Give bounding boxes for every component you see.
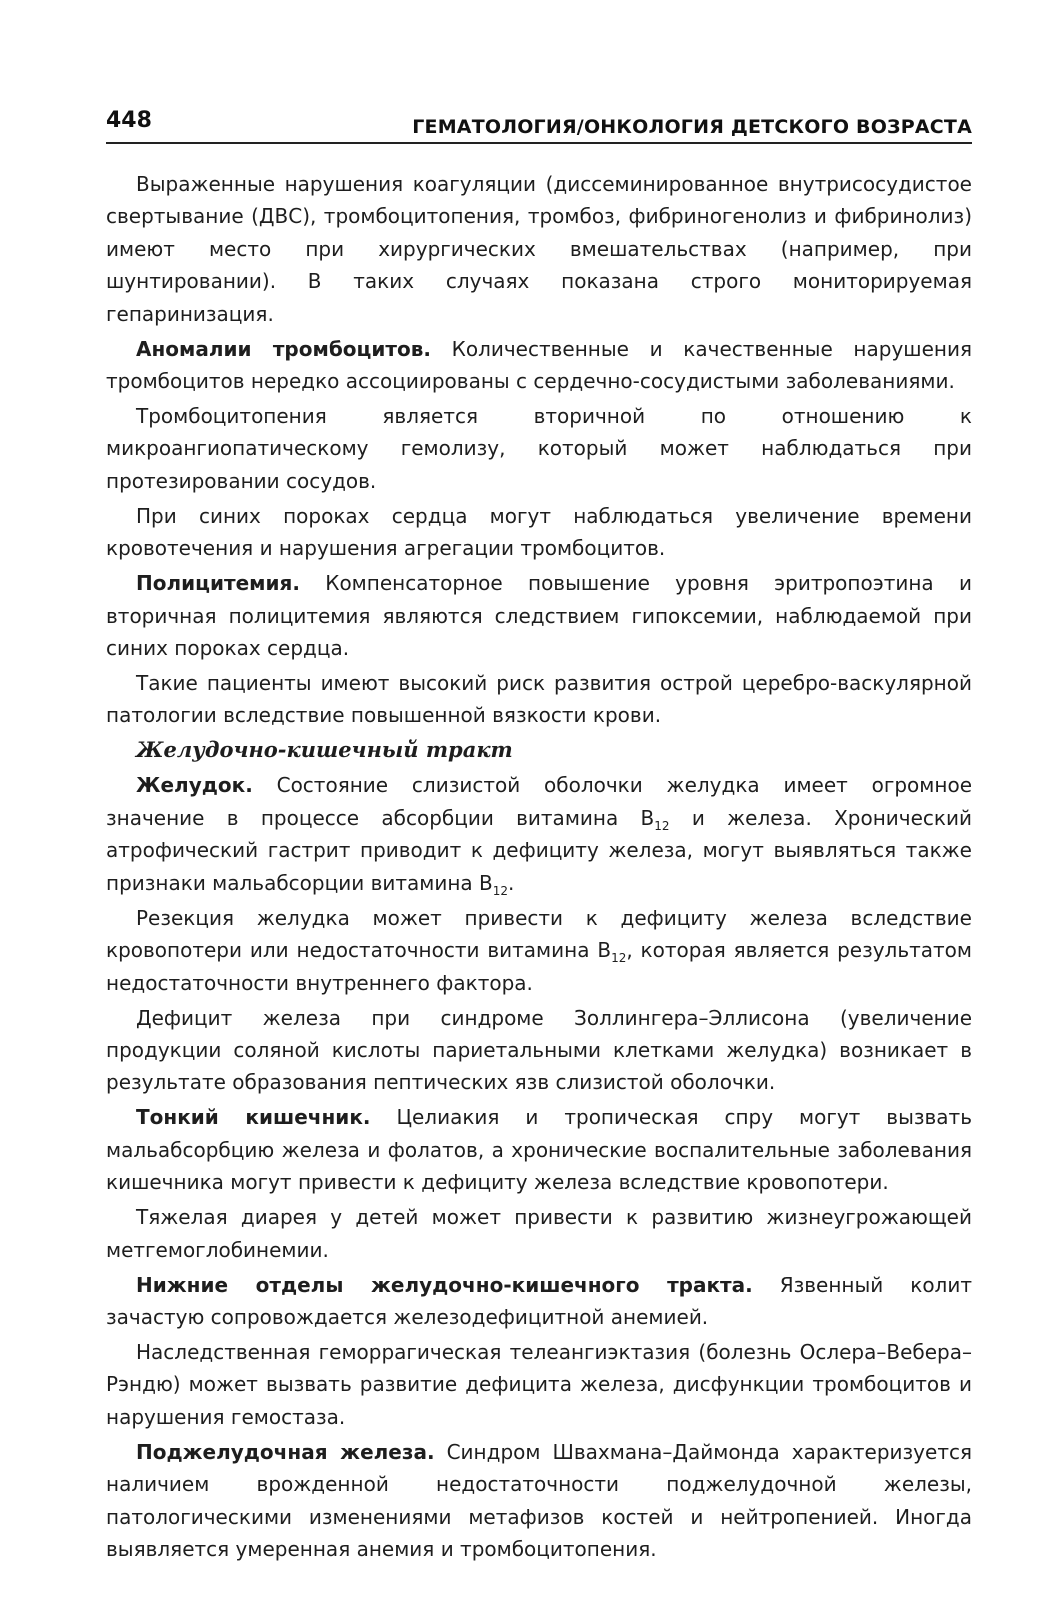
paragraph: Желудок. Состояние слизистой оболочки желудка имеет огромное значение в процессе абсорбции витамина $B_{12}$ и железа. Хронический атрофический гастрит приводит к дефициту железа, могут выявляться также признаки мальабсорции витамина $B_{12}$. (106, 773, 972, 898)
running-title: ГЕМАТОЛОГИЯ/ОНКОЛОГИЯ ДЕТСКОГО ВОЗРАСТА (412, 116, 972, 138)
paragraph-heading: Тонкий кишечник. (136, 1105, 371, 1130)
paragraph: Такие пациенты имеют высокий риск развития острой церебро-васкулярной патологии вследствие повышенной вязкости крови. (106, 671, 972, 728)
paragraph: Нижние отделы желудочно-кишечного тракта. Язвенный колит зачастую сопровождается железодефицитной анемией. (106, 1272, 972, 1329)
paragraph-heading: Желудок. (136, 773, 253, 798)
page-body (106, 168, 972, 1568)
paragraph: Тяжелая диарея у детей может привести к развитию жизнеугрожающей метгемоглобинемии. (106, 1205, 972, 1262)
paragraph: При синих пороках сердца могут наблюдаться увеличение времени кровотечения и нарушения агрегации тромбоцитов. (106, 503, 972, 561)
paragraph: Полицитемия. Компенсаторное повышение уровня эритропоэтина и вторичная полицитемия являются следствием гипоксемии, наблюдаемой при синих пороках сердца. (106, 571, 972, 661)
paragraph: Тонкий кишечник. Целиакия и тропическая спру могут вызвать мальабсорбцию железа и фолатов, а хронические воспалительные заболевания кишечника могут привести к дефициту железа вследствие кровопотери. (106, 1105, 972, 1195)
paragraph: Выраженные нарушения коагуляции (диссеминированное внутрисосудистое свертывание (ДВС), тромбоцитопения, тромбоз, фибриногенолиз и фибринолиз) имеют место при хирургических вмешательствах (например, при шунтировании). В таких случаях показана строго мониторируемая гепаринизация. (106, 172, 972, 326)
paragraph: Поджелудочная железа. Синдром Швахмана–Даймонда характеризуется наличием врожденной недостаточности поджелудочной железы, патологическими изменениями метафизов костей и нейтропенией. Иногда выявляется умеренная анемия и тромбоцитопения. (106, 1439, 972, 1561)
paragraph: Дефицит железа при синдроме Золлингера–Эллисона (увеличение продукции соляной кислоты париетальными клетками желудка) возникает в результате образования пептических язв слизистой оболочки. (106, 1005, 972, 1095)
page-header (106, 108, 972, 150)
page-number: 448 (106, 108, 152, 133)
paragraph: Тромбоцитопения является вторичной по отношению к микроангиопатическому гемолизу, который может наблюдаться при протезировании сосудов. (106, 404, 972, 493)
header-rule (106, 142, 972, 144)
paragraph-heading: Нижние отделы желудочно-кишечного тракта. (136, 1272, 753, 1297)
section-heading: Желудочно-кишечный тракт (136, 737, 513, 763)
paragraph: Резекция желудка может привести к дефициту железа вследствие кровопотери или недостаточности витамина $B_{12}$, которая является результатом недостаточности внутреннего фактора. (106, 905, 973, 995)
paragraph: Наследственная геморрагическая телеангиэктазия (болезнь Ослера–Вебера–Рэндю) может вызвать развитие дефицита железа, дисфункции тромбоцитов и нарушения гемостаза. (106, 1339, 972, 1429)
paragraph-heading: Аномалии тромбоцитов. (136, 336, 431, 361)
paragraph-heading: Поджелудочная железа. (136, 1439, 435, 1464)
paragraph: Аномалии тромбоцитов. Количественные и качественные нарушения тромбоцитов нередко ассоциированы с сердечно-сосудистыми заболеваниями. (106, 336, 972, 394)
paragraph-heading: Полицитемия. (136, 571, 300, 596)
